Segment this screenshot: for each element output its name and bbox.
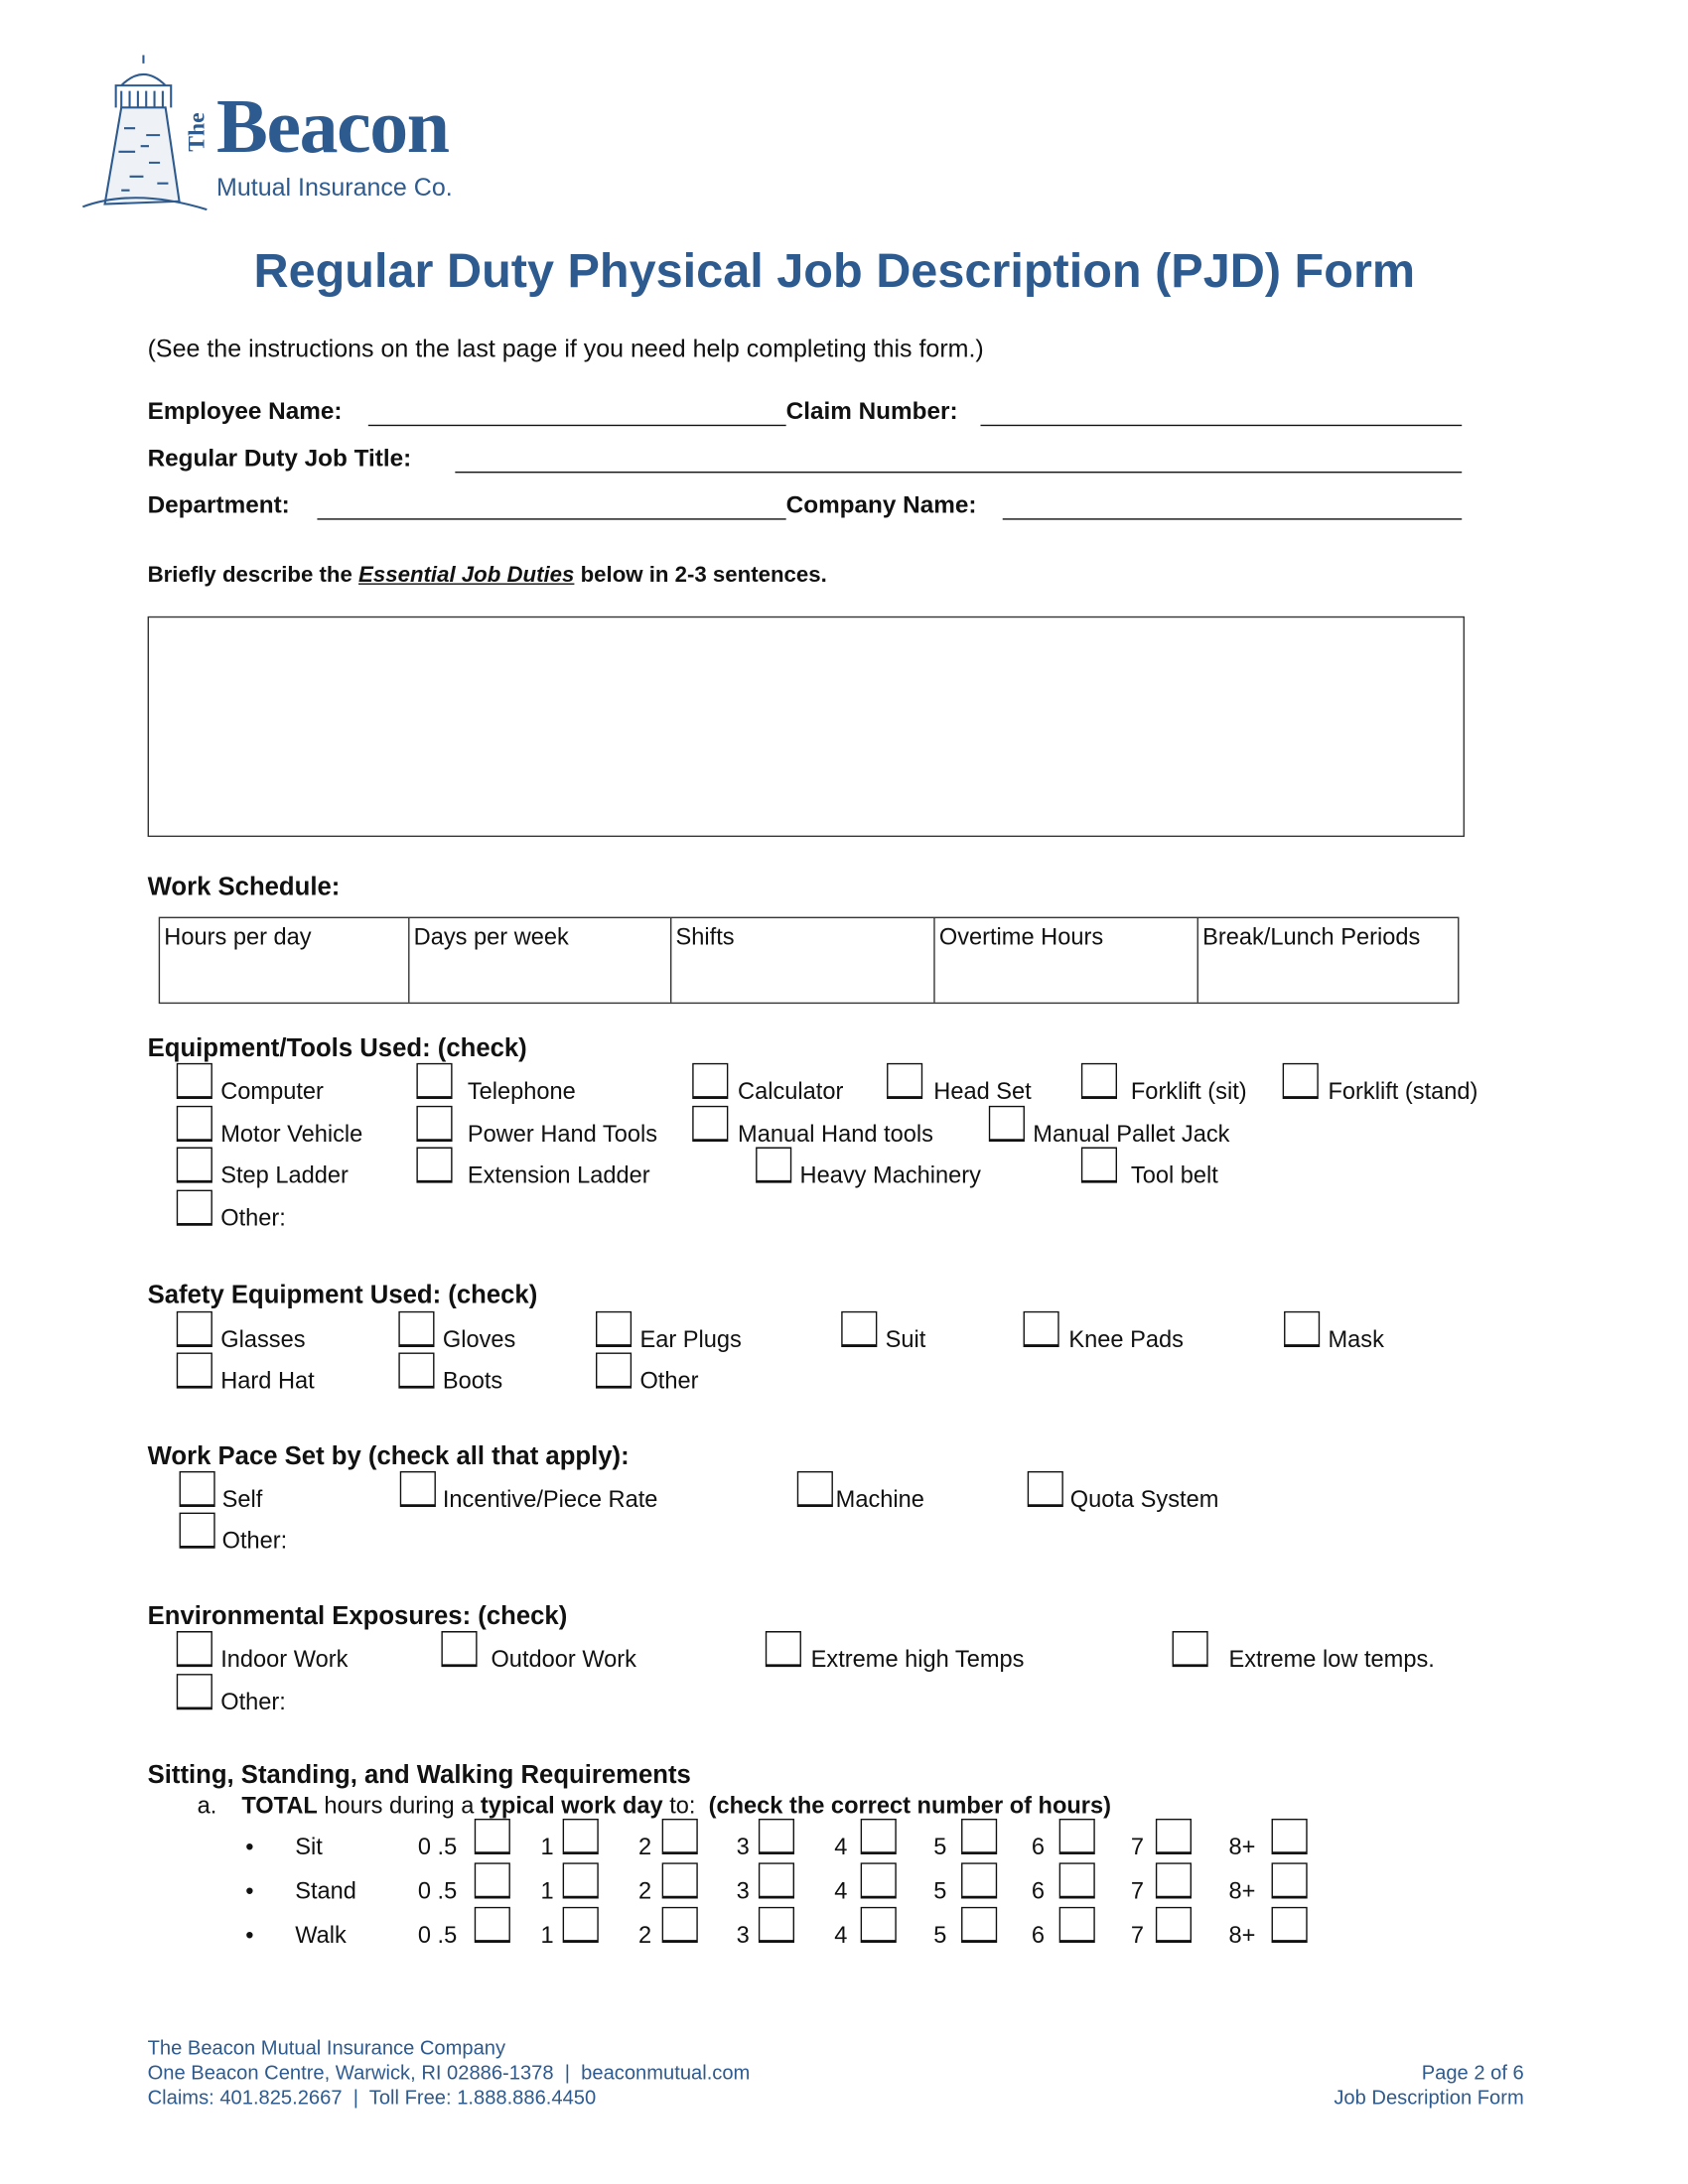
pace-checkbox-quota-system[interactable]: [1028, 1471, 1063, 1507]
walk-hours-checkbox[interactable]: [861, 1907, 897, 1943]
environment-checkbox-other[interactable]: [177, 1674, 212, 1709]
equipment-checkbox-tool-belt[interactable]: [1081, 1148, 1117, 1183]
equipment-checkbox-calculator[interactable]: [692, 1063, 728, 1099]
walk-hours-checkbox[interactable]: [662, 1907, 698, 1943]
sit-hours-checkbox[interactable]: [759, 1819, 794, 1854]
walk-hours-label: 7: [1130, 1922, 1145, 1949]
stand-hours-checkbox[interactable]: [563, 1862, 599, 1898]
bullet-icon: •: [245, 1877, 254, 1905]
equipment-checkbox-forklift-sit[interactable]: [1081, 1063, 1117, 1099]
sub-to: to:: [662, 1792, 709, 1819]
pace-label-machine: Machine: [835, 1486, 924, 1513]
duties-suffix: below in 2-3 sentences.: [574, 564, 827, 588]
equipment-label-telephone: Telephone: [467, 1078, 576, 1105]
footer-claims: Claims: 401.825.2667 | Toll Free: 1.888.886.4450: [147, 2087, 597, 2111]
equipment-checkbox-heavy-machinery[interactable]: [756, 1148, 791, 1183]
pace-checkbox-self[interactable]: [180, 1471, 215, 1507]
bullet-icon: •: [245, 1834, 254, 1860]
environment-checkbox-extreme-low-temps[interactable]: [1173, 1631, 1208, 1667]
equipment-label-computer: Computer: [220, 1078, 324, 1105]
environment-label-extreme-high-temps: Extreme high Temps: [810, 1646, 1025, 1673]
equipment-checkbox-head-set[interactable]: [887, 1063, 922, 1099]
stand-hours-label: 5: [933, 1877, 947, 1905]
equipment-heading: Equipment/Tools Used: (check): [147, 1032, 527, 1062]
duties-emphasis: Essential Job Duties: [358, 564, 575, 588]
pace-heading: Work Pace Set by (check all that apply):: [147, 1440, 630, 1470]
sit-hours-checkbox[interactable]: [475, 1819, 510, 1854]
stand-hours-label: 6: [1031, 1877, 1046, 1905]
equipment-label-other: Other:: [220, 1204, 286, 1232]
environment-heading: Environmental Exposures: (check): [147, 1600, 568, 1630]
schedule-cell-breaks[interactable]: Break/Lunch Periods: [1197, 918, 1459, 1003]
safety-label-boots: Boots: [442, 1367, 503, 1395]
schedule-cell-shifts[interactable]: Shifts: [670, 918, 933, 1003]
sit-hours-label: 1: [540, 1834, 554, 1860]
equipment-checkbox-manual-pallet-jack[interactable]: [989, 1106, 1025, 1142]
safety-label-knee-pads: Knee Pads: [1068, 1326, 1184, 1353]
equipment-checkbox-power-hand-tools[interactable]: [416, 1106, 452, 1142]
safety-checkbox-boots[interactable]: [398, 1353, 434, 1389]
logo-the: The: [184, 112, 211, 152]
pace-label-incentive-piece-rate: Incentive/Piece Rate: [442, 1486, 658, 1513]
pace-label-quota-system: Quota System: [1069, 1486, 1219, 1513]
walk-hours-label: 4: [834, 1922, 848, 1949]
equipment-label-motor-vehicle: Motor Vehicle: [220, 1121, 363, 1148]
sub-typical: typical work day: [480, 1792, 663, 1819]
stand-label: Stand: [295, 1877, 356, 1905]
equipment-checkbox-manual-hand-tools[interactable]: [692, 1106, 728, 1142]
duties-prefix: Briefly describe the: [147, 564, 359, 588]
equipment-label-extension-ladder: Extension Ladder: [467, 1161, 650, 1189]
safety-label-suit: Suit: [885, 1326, 926, 1353]
logo-subtitle: Mutual Insurance Co.: [216, 174, 453, 203]
stand-hours-label: 2: [638, 1877, 652, 1905]
sit-hours-label: 7: [1130, 1834, 1145, 1860]
footer-page-number: Page 2 of 6: [1421, 2062, 1524, 2086]
environment-label-other: Other:: [220, 1689, 286, 1715]
walk-hours-label: 1: [540, 1922, 554, 1949]
equipment-label-step-ladder: Step Ladder: [220, 1161, 349, 1189]
page-title: Regular Duty Physical Job Description (PJD) Form: [253, 243, 1416, 299]
stand-hours-checkbox[interactable]: [1156, 1862, 1192, 1898]
safety-label-other: Other: [639, 1367, 699, 1395]
safety-checkbox-other[interactable]: [596, 1353, 632, 1389]
sit-hours-label: 0 .5: [417, 1834, 458, 1860]
stand-hours-checkbox[interactable]: [662, 1862, 698, 1898]
work-schedule-table: [159, 917, 1460, 1005]
environment-label-indoor-work: Indoor Work: [220, 1646, 349, 1673]
equipment-label-calculator: Calculator: [738, 1078, 844, 1105]
sub-marker: a.: [197, 1792, 217, 1819]
pace-checkbox-machine[interactable]: [797, 1471, 833, 1507]
walk-hours-checkbox[interactable]: [1272, 1907, 1308, 1943]
equipment-checkbox-computer[interactable]: [177, 1063, 212, 1099]
footer-company: The Beacon Mutual Insurance Company: [147, 2037, 506, 2061]
pace-checkbox-incentive-piece-rate[interactable]: [400, 1471, 436, 1507]
environment-label-outdoor-work: Outdoor Work: [491, 1646, 636, 1673]
walk-hours-label: 2: [638, 1922, 652, 1949]
walk-hours-checkbox[interactable]: [759, 1907, 794, 1943]
walk-hours-checkbox[interactable]: [563, 1907, 599, 1943]
sit-hours-checkbox[interactable]: [1156, 1819, 1192, 1854]
walk-hours-label: 3: [736, 1922, 750, 1949]
sit-hours-checkbox[interactable]: [861, 1819, 897, 1854]
equipment-label-power-hand-tools: Power Hand Tools: [467, 1121, 658, 1148]
stand-hours-label: 4: [834, 1877, 848, 1905]
sub-check: (check the correct number of hours): [708, 1792, 1111, 1819]
sitting-subheading: [198, 1793, 1111, 1821]
equipment-label-head-set: Head Set: [933, 1078, 1032, 1105]
sit-hours-label: 3: [736, 1834, 750, 1860]
safety-checkbox-knee-pads[interactable]: [1024, 1311, 1059, 1347]
stand-hours-checkbox[interactable]: [475, 1862, 510, 1898]
sit-hours-checkbox[interactable]: [662, 1819, 698, 1854]
walk-hours-checkbox[interactable]: [1156, 1907, 1192, 1943]
sub-mid: hours during a: [317, 1792, 481, 1819]
safety-label-hard-hat: Hard Hat: [220, 1367, 315, 1395]
walk-hours-label: 6: [1031, 1922, 1046, 1949]
schedule-cell-hours[interactable]: Hours per day: [164, 923, 312, 950]
stand-hours-checkbox[interactable]: [1059, 1862, 1095, 1898]
safety-label-gloves: Gloves: [442, 1326, 516, 1353]
stand-hours-label: 7: [1130, 1877, 1145, 1905]
safety-checkbox-gloves[interactable]: [398, 1311, 434, 1347]
equipment-checkbox-telephone[interactable]: [416, 1063, 452, 1099]
equipment-checkbox-step-ladder[interactable]: [177, 1148, 212, 1183]
schedule-cell-days[interactable]: Days per week: [408, 918, 670, 1003]
environment-checkbox-extreme-high-temps[interactable]: [766, 1631, 801, 1667]
equipment-label-heavy-machinery: Heavy Machinery: [799, 1161, 981, 1189]
equipment-checkbox-motor-vehicle[interactable]: [177, 1106, 212, 1142]
employee-name-label: Employee Name:: [147, 397, 343, 425]
equipment-checkbox-other[interactable]: [177, 1190, 212, 1226]
safety-checkbox-suit[interactable]: [841, 1311, 877, 1347]
bullet-icon: •: [245, 1922, 254, 1949]
walk-hours-label: 0 .5: [417, 1922, 458, 1949]
safety-checkbox-glasses[interactable]: [177, 1311, 212, 1347]
safety-label-ear-plugs: Ear Plugs: [639, 1326, 742, 1353]
walk-hours-checkbox[interactable]: [475, 1907, 510, 1943]
environment-checkbox-outdoor-work[interactable]: [441, 1631, 477, 1667]
logo-name: Beacon: [216, 82, 449, 169]
environment-label-extreme-low-temps: Extreme low temps.: [1228, 1646, 1435, 1673]
safety-label-mask: Mask: [1328, 1326, 1384, 1353]
schedule-cell-overtime[interactable]: Overtime Hours: [933, 918, 1196, 1003]
sub-total: TOTAL: [241, 1792, 318, 1819]
sit-hours-label: 4: [834, 1834, 848, 1860]
sit-hours-label: 6: [1031, 1834, 1046, 1860]
pace-checkbox-other[interactable]: [180, 1513, 215, 1549]
job-title-field[interactable]: [455, 472, 1462, 473]
equipment-checkbox-forklift-stand[interactable]: [1283, 1063, 1319, 1099]
footer-form-name: Job Description Form: [1334, 2087, 1524, 2111]
employee-name-field[interactable]: [368, 425, 786, 426]
sit-hours-label: 2: [638, 1834, 652, 1860]
equipment-label-manual-pallet-jack: Manual Pallet Jack: [1033, 1121, 1230, 1148]
stand-hours-label: 0 .5: [417, 1877, 458, 1905]
walk-hours-label: 5: [933, 1922, 947, 1949]
stand-hours-label: 1: [540, 1877, 554, 1905]
stand-hours-checkbox[interactable]: [961, 1862, 997, 1898]
instructions-note: (See the instructions on the last page if you need help completing this form.): [147, 335, 984, 363]
sitting-heading: Sitting, Standing, and Walking Requirements: [147, 1759, 691, 1789]
company-name-label: Company Name:: [785, 490, 977, 519]
work-schedule-heading: Work Schedule:: [147, 871, 341, 900]
stand-hours-checkbox[interactable]: [861, 1862, 897, 1898]
stand-hours-label: 8+: [1228, 1877, 1256, 1905]
walk-label: Walk: [295, 1922, 347, 1949]
equipment-label-forklift-stand: Forklift (stand): [1328, 1078, 1478, 1105]
equipment-label-forklift-sit: Forklift (sit): [1130, 1078, 1247, 1105]
duties-prompt: [148, 564, 827, 589]
safety-checkbox-hard-hat[interactable]: [177, 1353, 212, 1389]
sit-hours-checkbox[interactable]: [1272, 1819, 1308, 1854]
sit-hours-label: 8+: [1228, 1834, 1256, 1860]
sit-hours-label: 5: [933, 1834, 947, 1860]
walk-hours-label: 8+: [1228, 1922, 1256, 1949]
stand-hours-label: 3: [736, 1877, 750, 1905]
walk-hours-checkbox[interactable]: [1059, 1907, 1095, 1943]
equipment-label-tool-belt: Tool belt: [1130, 1161, 1218, 1189]
walk-hours-checkbox[interactable]: [961, 1907, 997, 1943]
stand-hours-checkbox[interactable]: [759, 1862, 794, 1898]
environment-checkbox-indoor-work[interactable]: [177, 1631, 212, 1667]
beacon-logo: [80, 53, 481, 220]
sit-label: Sit: [295, 1834, 323, 1860]
pace-label-other: Other:: [221, 1527, 288, 1555]
safety-heading: Safety Equipment Used: (check): [147, 1279, 538, 1309]
sit-hours-checkbox[interactable]: [563, 1819, 599, 1854]
essential-duties-textarea[interactable]: [148, 616, 1465, 837]
claim-number-field[interactable]: [981, 425, 1463, 426]
claim-number-label: Claim Number:: [785, 397, 958, 425]
job-title-label: Regular Duty Job Title:: [147, 444, 412, 473]
safety-checkbox-mask[interactable]: [1284, 1311, 1320, 1347]
department-field[interactable]: [317, 518, 785, 519]
equipment-checkbox-extension-ladder[interactable]: [416, 1148, 452, 1183]
pace-label-self: Self: [221, 1486, 263, 1513]
sit-hours-checkbox[interactable]: [1059, 1819, 1095, 1854]
company-name-field[interactable]: [1003, 518, 1463, 519]
footer-address: One Beacon Centre, Warwick, RI 02886-1378 | beaconmutual.com: [147, 2062, 751, 2086]
department-label: Department:: [147, 490, 290, 519]
safety-checkbox-ear-plugs[interactable]: [596, 1311, 632, 1347]
sit-hours-checkbox[interactable]: [961, 1819, 997, 1854]
equipment-label-manual-hand-tools: Manual Hand tools: [738, 1121, 933, 1148]
safety-label-glasses: Glasses: [220, 1326, 306, 1353]
stand-hours-checkbox[interactable]: [1272, 1862, 1308, 1898]
